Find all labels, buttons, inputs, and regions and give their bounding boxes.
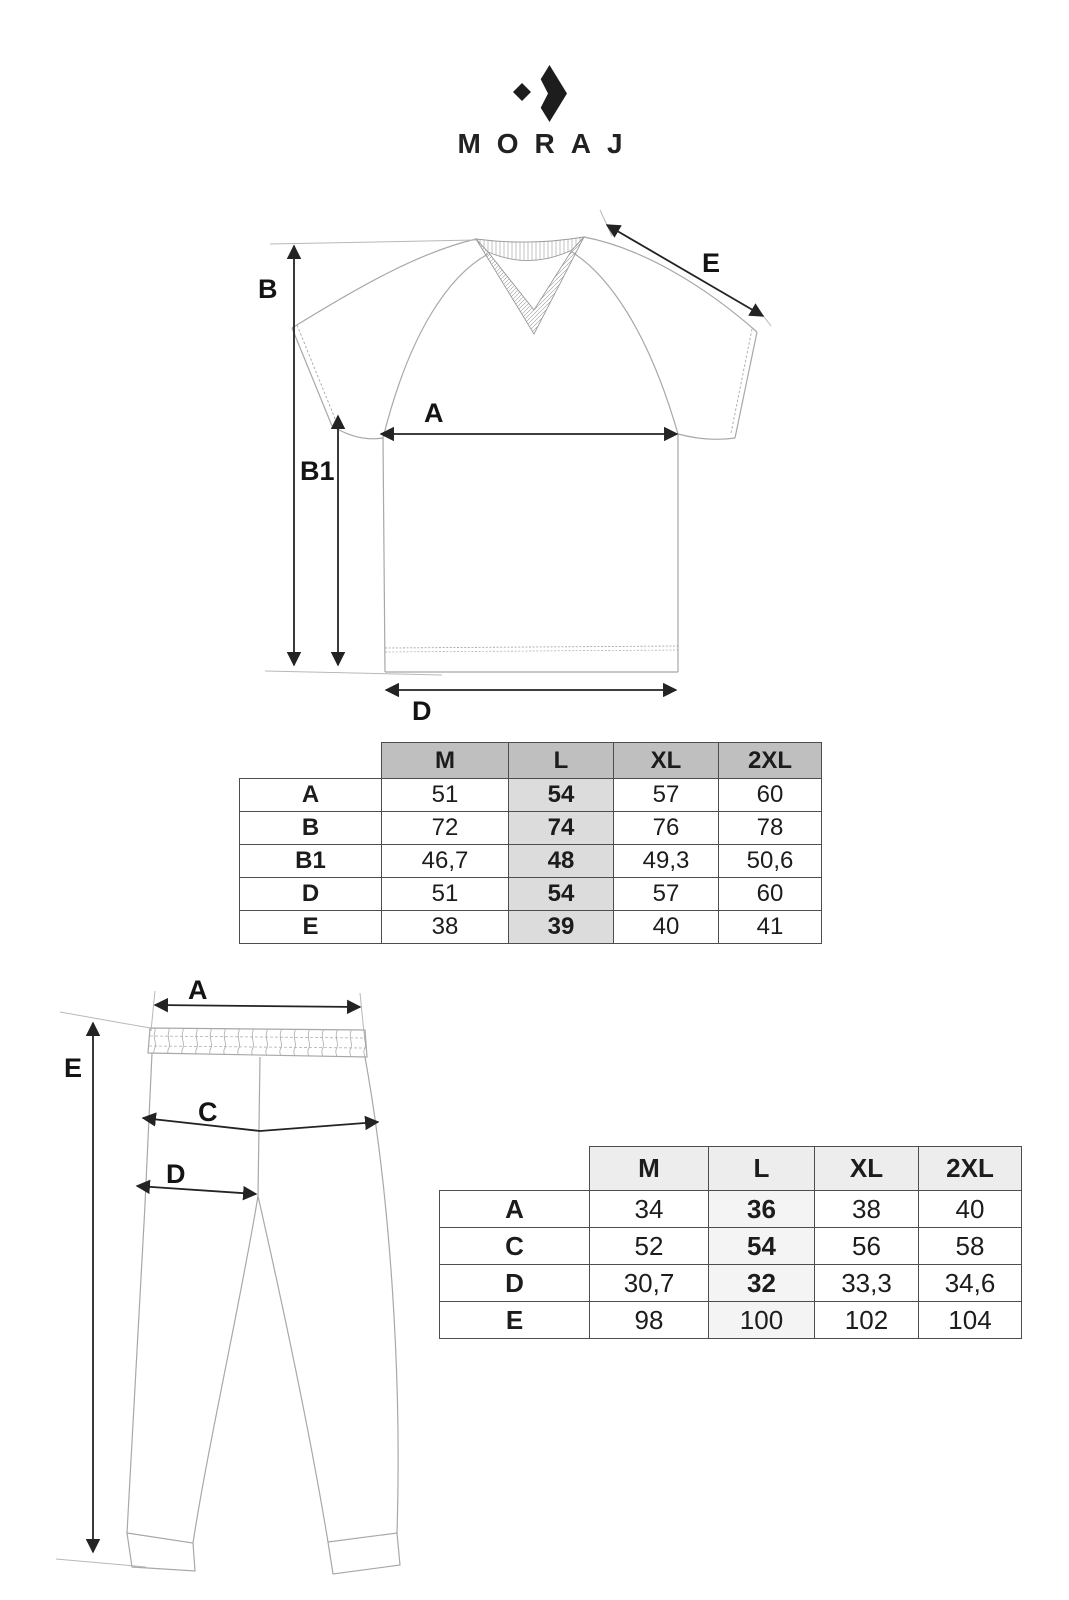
cell: 50,6 [719,845,822,878]
moraj-chevron-icon [495,58,580,128]
table-row [440,1265,1022,1302]
shirt-right-raglan-seam [572,252,678,434]
shirt-e-ext-bottom [758,309,771,326]
cell: 57 [614,878,719,911]
cell-highlight: 54 [509,779,614,812]
cell: 30,7 [590,1265,709,1302]
cell: 58 [919,1228,1022,1265]
shirt-right-cuff [735,332,757,438]
shirt-left-side [383,438,385,672]
shirt-size-table [239,742,822,944]
cell: 56 [815,1228,919,1265]
shirt-top-ref-line [270,240,476,244]
table-row [440,1302,1022,1339]
shirt-col-xl: XL [614,743,719,779]
shirt-label-b: B [258,274,278,304]
shirt-label-b1: B1 [300,456,335,486]
pants-row-label: C [440,1228,590,1265]
pants-e-ext-top [60,1012,150,1028]
shirt-hem-stitch [385,646,678,648]
cell: 40 [614,911,719,944]
cell-highlight: 54 [709,1228,815,1265]
shirt-row-label: E [240,911,382,944]
cell: 51 [382,779,509,812]
pants-outline [127,1028,400,1574]
shirt-collar [476,237,584,334]
pants-waistband [148,1028,367,1057]
pants-table-corner [440,1147,590,1191]
shirt-e-arrow [607,225,763,316]
table-row [240,911,822,944]
shirt-table-corner [240,743,382,779]
table-row [240,779,822,812]
shirt-col-m: M [382,743,509,779]
pants-d-arrow [137,1186,256,1194]
shirt-label-d: D [412,696,432,726]
cell-highlight: 39 [509,911,614,944]
pants-a-ext-right [360,993,364,1033]
shirt-col-l: L [509,743,614,779]
cell: 40 [919,1191,1022,1228]
pants-label-e: E [64,1053,83,1083]
cell: 72 [382,812,509,845]
pants-right-inner-seam [258,1196,328,1542]
cell: 38 [382,911,509,944]
cell: 102 [815,1302,919,1339]
shirt-left-cuff [292,328,332,426]
shirt-table-header-row [240,743,822,779]
table-row [240,878,822,911]
chevron-shape [541,65,567,122]
shirt-row-label: D [240,878,382,911]
table-row [240,845,822,878]
pants-left-cuff [127,1533,195,1571]
shirt-left-sleeve [292,239,476,328]
pants-col-xl: XL [815,1147,919,1191]
pants-row-label: A [440,1191,590,1228]
pants-label-a: A [188,975,208,1005]
cell-highlight: 100 [709,1302,815,1339]
cell: 34,6 [919,1265,1022,1302]
shirt-e-ext-top [600,210,612,236]
table-row [240,812,822,845]
pants-e-ext-bottom [56,1559,146,1567]
cell-highlight: 48 [509,845,614,878]
cell: 33,3 [815,1265,919,1302]
shirt-right-sleeve [584,237,757,332]
cell: 34 [590,1191,709,1228]
shirt-diagram [250,190,810,735]
pants-col-l: L [709,1147,815,1191]
pants-a-ext-left [151,991,155,1031]
shirt-row-label: B [240,812,382,845]
pants-center-seam [258,1057,260,1196]
shirt-label-a: A [424,398,444,428]
pants-row-label: E [440,1302,590,1339]
cell: 60 [719,779,822,812]
table-row [440,1191,1022,1228]
shirt-row-label: A [240,779,382,812]
cell: 38 [815,1191,919,1228]
cell: 46,7 [382,845,509,878]
shirt-row-label: B1 [240,845,382,878]
pants-left-inner-seam [193,1196,258,1543]
brand-name: MORAJ [457,128,639,159]
shirt-label-e: E [702,248,721,278]
shirt-right-underarm [678,434,735,439]
cell: 51 [382,878,509,911]
cell: 41 [719,911,822,944]
pants-left-outer-seam [127,1053,152,1533]
cell: 57 [614,779,719,812]
cell: 104 [919,1302,1022,1339]
pants-diagram [50,975,470,1595]
pants-col-2xl: 2XL [919,1147,1022,1191]
pants-col-m: M [590,1147,709,1191]
shirt-hem-stitch-2 [385,650,678,652]
shirt-col-2xl: 2XL [719,743,822,779]
pants-measure-arrows [93,1005,378,1552]
shirt-right-cuff-stitch [731,329,752,433]
cell-highlight: 74 [509,812,614,845]
cell: 49,3 [614,845,719,878]
cell-highlight: 36 [709,1191,815,1228]
cell-highlight: 54 [509,878,614,911]
shirt-reference-lines [265,210,771,675]
shirt-measure-arrows [294,225,763,690]
cell: 78 [719,812,822,845]
pants-label-d: D [166,1159,186,1189]
cell: 60 [719,878,822,911]
pants-table-header-row [440,1147,1022,1191]
pants-size-table [439,1146,1022,1339]
shirt-left-underarm [332,426,383,439]
pants-a-arrow [155,1005,360,1007]
cell-highlight: 32 [709,1265,815,1302]
cell: 98 [590,1302,709,1339]
pants-row-label: D [440,1265,590,1302]
table-row [440,1228,1022,1265]
pants-right-outer-seam [365,1057,398,1533]
pants-c-arrow [143,1118,378,1131]
pants-right-cuff [328,1533,400,1574]
pants-label-c: C [198,1097,218,1127]
shirt-left-cuff-stitch [297,325,336,421]
cell: 52 [590,1228,709,1265]
diamond-shape [513,83,531,101]
cell: 76 [614,812,719,845]
